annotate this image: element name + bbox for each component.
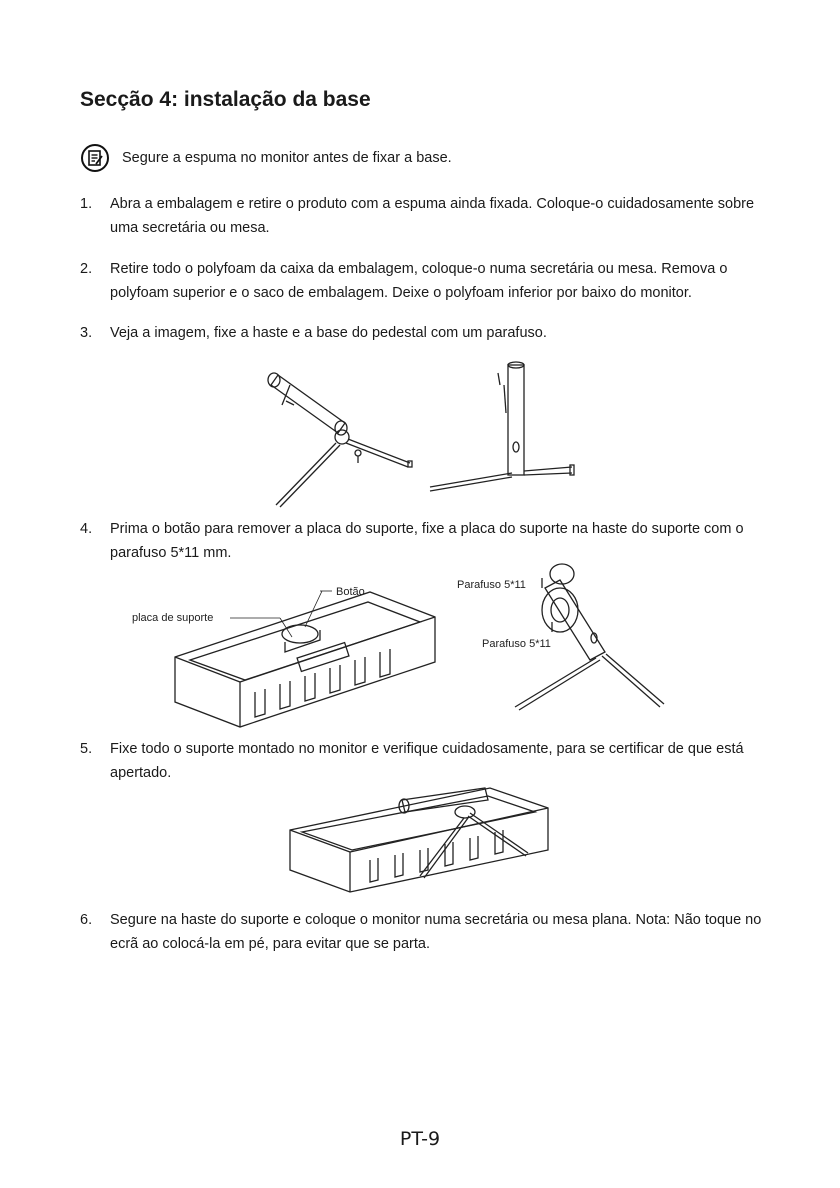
step-1	[80, 192, 770, 240]
label-plate: placa de suporte	[132, 612, 214, 624]
step-4	[80, 517, 770, 565]
step-6	[80, 908, 770, 956]
stand-assembly-left	[268, 373, 412, 507]
page-number: PT-9	[399, 1128, 441, 1150]
step-number: 4.	[80, 521, 93, 537]
step-5	[80, 737, 770, 785]
step-text: Fixe todo o suporte montado no monitor e verifique cuidadosamente, para se certificar de que está apertado.	[110, 741, 744, 781]
note-icon	[80, 143, 110, 173]
step-text: Retire todo o polyfoam da caixa da embalagem, coloque-o numa secretária ou mesa. Remova o polyfoam superior e o saco de embalagem. Deixe o polyfoam inferior por baixo do monitor.	[110, 261, 728, 301]
step-number: 2.	[80, 261, 93, 277]
note-text: Segure a espuma no monitor antes de fixar a base.	[122, 150, 452, 166]
step-2	[80, 257, 770, 305]
label-screw-top: Parafuso 5*11	[457, 579, 526, 591]
step-3	[80, 321, 770, 345]
step-text: Segure na haste do suporte e coloque o monitor numa secretária ou mesa plana. Nota: Não toque no ecrã ao colocá-la em pé, para evitar que se parta.	[110, 912, 762, 952]
label-screw-bottom: Parafuso 5*11	[482, 638, 551, 650]
section-title: Secção 4: instalação da base	[80, 88, 371, 111]
stand-assembly-right	[430, 362, 574, 491]
figure-stand-on-monitor	[280, 780, 560, 900]
step-text: Abra a embalagem e retire o produto com a espuma ainda fixada. Coloque-o cuidadosamente sobre uma secretária ou mesa.	[110, 196, 755, 236]
step-number: 6.	[80, 912, 93, 928]
note	[80, 143, 452, 173]
figure-stand-base-assembly	[250, 355, 590, 515]
step-number: 3.	[80, 325, 93, 341]
label-button: Botão	[336, 586, 365, 598]
step-text: Veja a imagem, fixe a haste e a base do pedestal com um parafuso.	[110, 325, 547, 341]
monitor-in-foam	[175, 592, 435, 727]
stand-with-plate	[515, 564, 664, 710]
step-number: 5.	[80, 741, 93, 757]
figure-plate-attachment	[120, 562, 700, 732]
step-text: Prima o botão para remover a placa do suporte, fixe a placa do suporte na haste do suporte com o parafuso 5*11 mm.	[110, 521, 744, 561]
step-number: 1.	[80, 196, 93, 212]
